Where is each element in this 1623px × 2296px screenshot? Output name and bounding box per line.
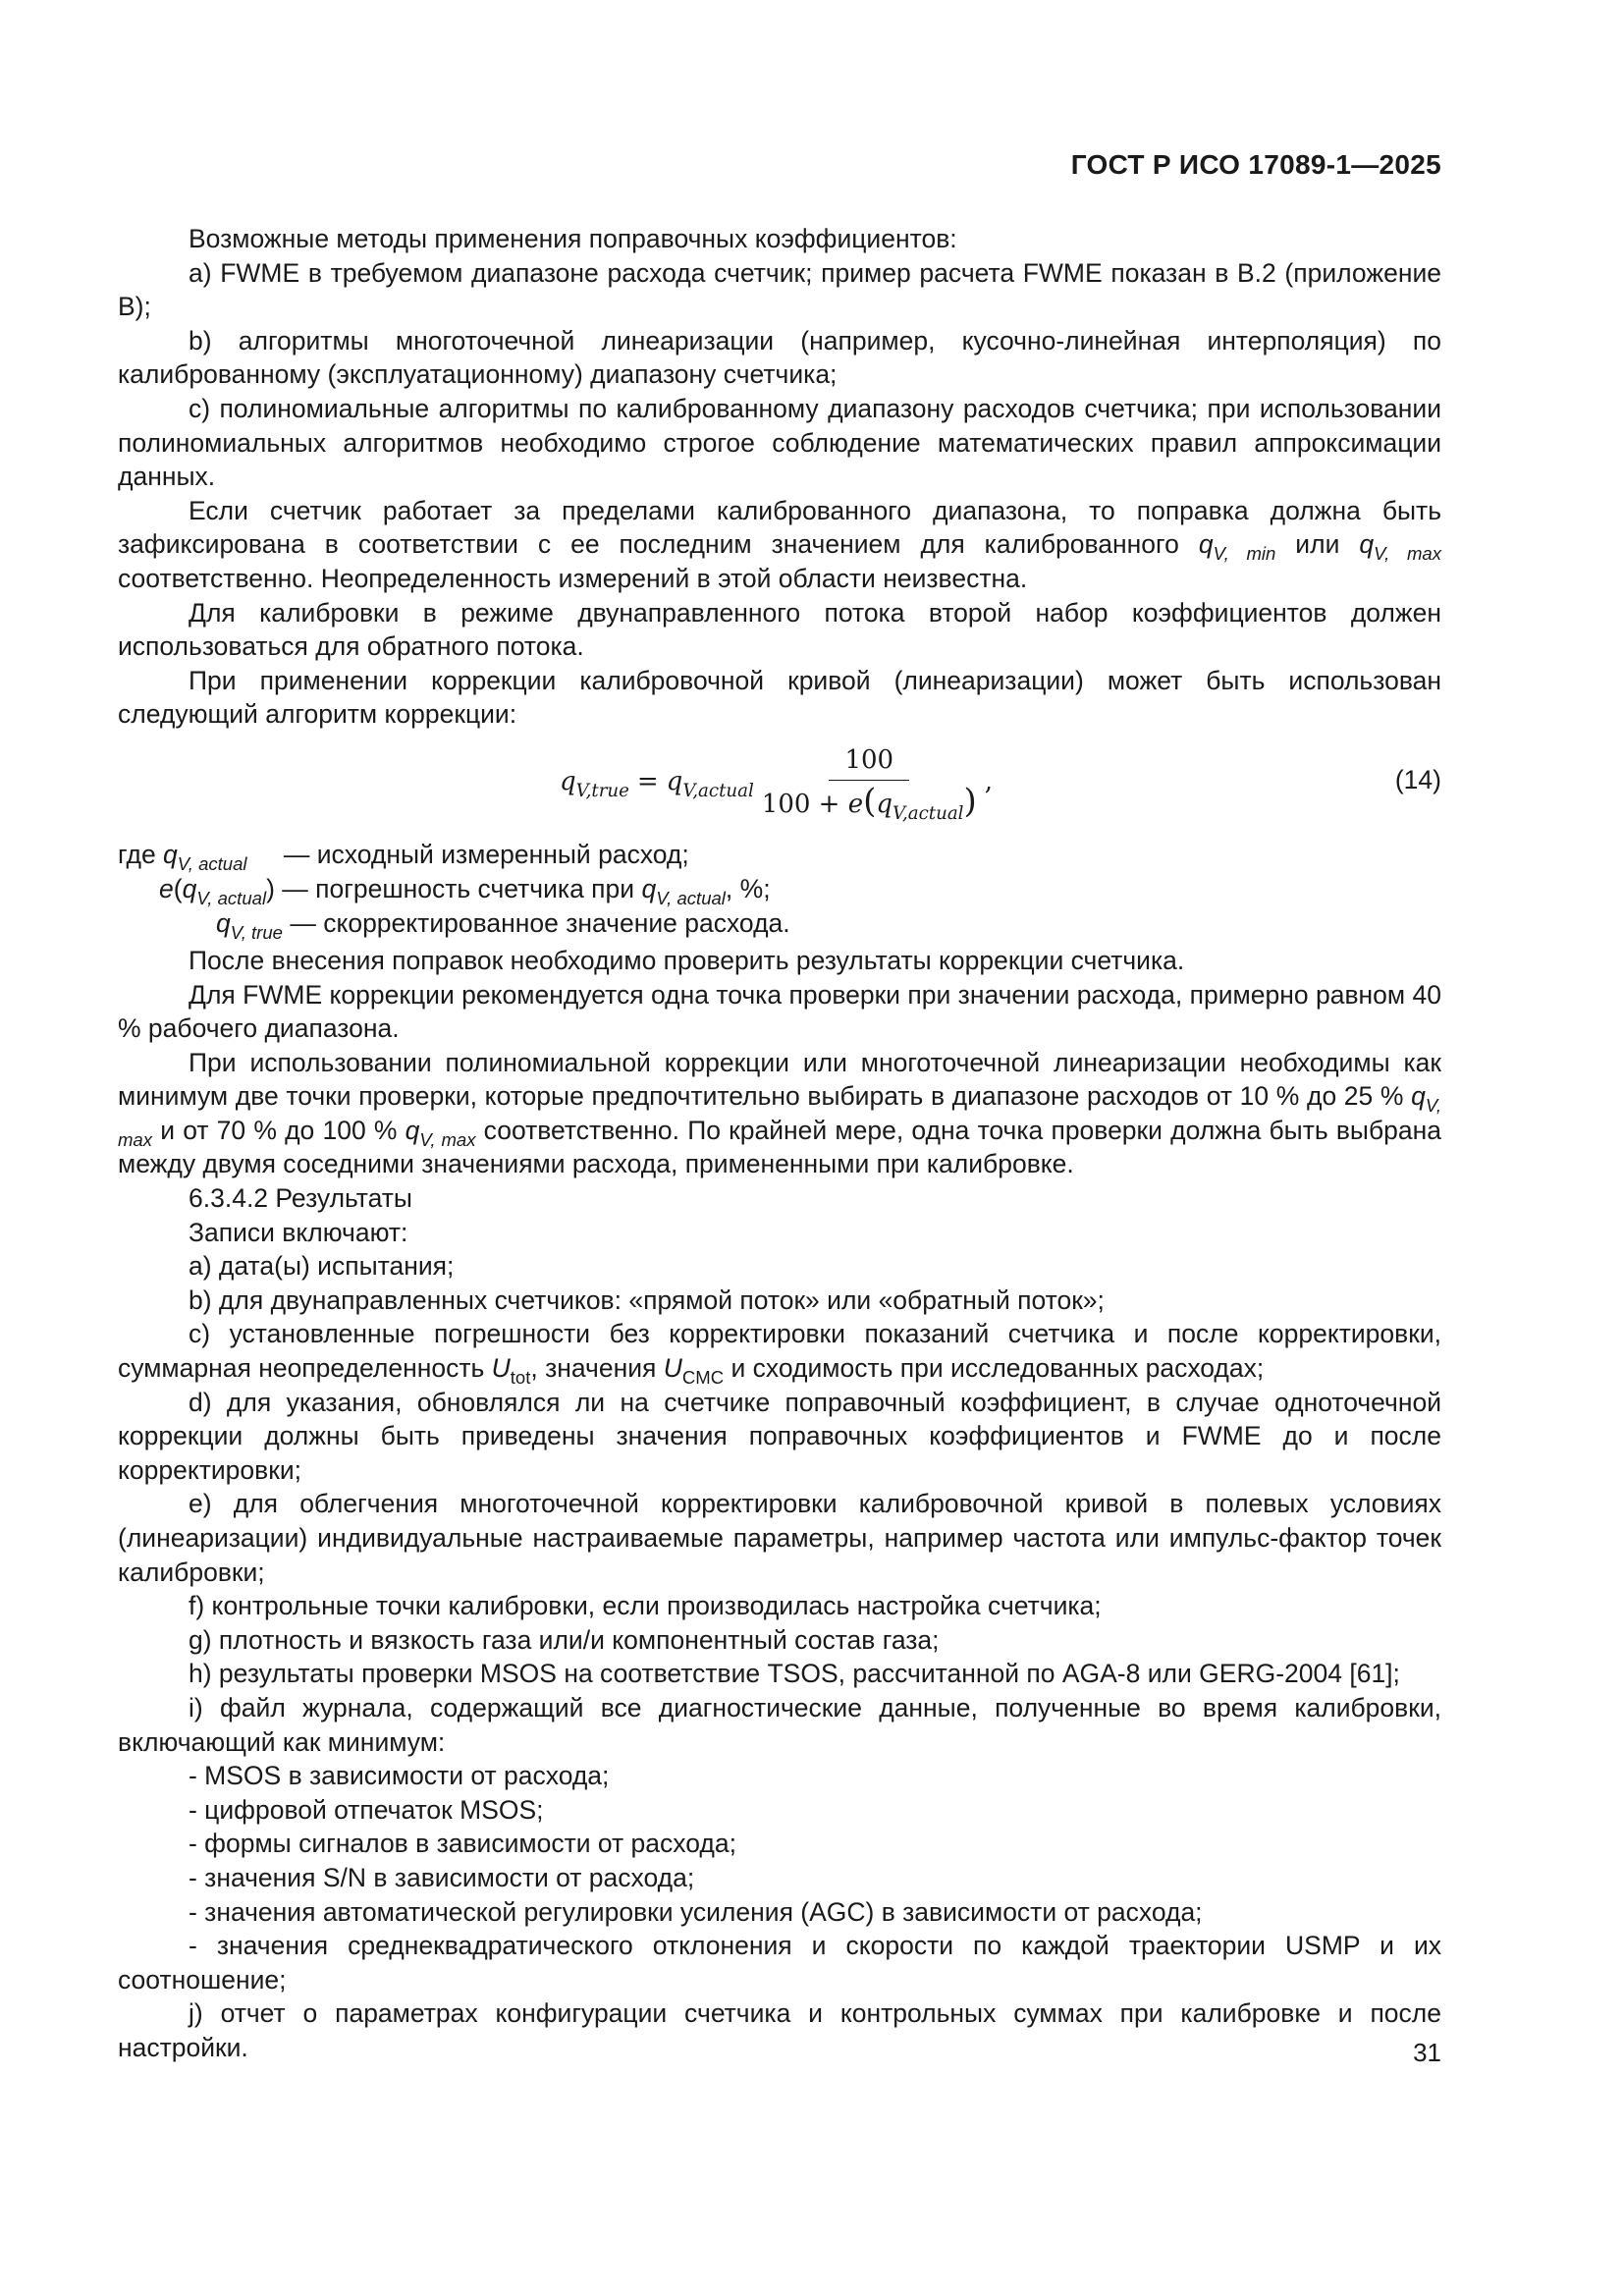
record-item: j) отчет о параметрах конфигурации счетчика и контрольных суммах при калибровке и после настройки. [118,1998,1441,2062]
log-item: - цифровой отпечаток MSOS; [189,1794,544,1825]
page-body [118,222,1441,2065]
outside-range-paragraph: Если счетчик работает за пределами калиброванного диапазона, то поправка должна быть зафиксирована в соответствии с ее последним значением для калиброванного $q_{V, min}$ или $q_{V, max}$ соответственно. Неопределенность измерений в этой области неизвестна. [118,495,1441,593]
page-number: 31 [1413,2038,1441,2067]
method-item: a) FWME в требуемом диапазоне расхода счетчик; пример расчета FWME показан в В.2 (приложение В); [118,257,1441,322]
log-item: - формы сигналов в зависимости от расхода; [189,1829,736,1859]
formula-expression: $q_{V,true}$ = $q_{V,actual}$ $\frac{100}{100 + e(q_{V,actual})}$ , [560,744,994,824]
formula-fraction: $\frac{100}{100 + e(q_{V,actual})}$ [761,744,977,824]
log-item: - значения S/N в зависимости от расхода; [189,1862,695,1892]
fwme-paragraph: Для FWME коррекции рекомендуется одна точка проверки при значении расхода, примерно равном 40 % рабочего диапазона. [118,979,1441,1044]
legend-line: где $q_{V, actual}$ — исходный измеренный расход; [118,839,689,874]
record-item: d) для указания, обновлялся ли на счетчике поправочный коэффициент, в случае одноточечной коррекции должны быть приведены значения поправочных коэффициентов и FWME до и после корректировки; [118,1387,1441,1485]
method-item: c) полиномиальные алгоритмы по калиброванному диапазону расходов счетчика; при использовании полиномиальных алгоритмов необходимо строгое соблюдение математических правил аппроксимации данных. [118,393,1441,492]
record-item: f) контрольные точки калибровки, если производилась настройка счетчика; [189,1591,1102,1621]
correction-paragraph: При применении коррекции калибровочной кривой (линеаризации) может быть использован следующий алгоритм коррекции: [118,665,1441,730]
record-item: h) результаты проверки MSOS на соответствие TSOS, рассчитанной по AGA-8 или GERG-2004 [61]; [189,1659,1400,1689]
record-item: g) плотность и вязкость газа или/и компонентный состав газа; [189,1624,940,1655]
method-item: b) алгоритмы многоточечной линеаризации (например, кусочно-линейная интерполяция) по калиброванному (эксплуатационному) диапазону счетчика; [118,325,1441,390]
formula-14 [118,738,1441,832]
bidirectional-paragraph: Для калибровки в режиме двунаправленного потока второй набор коэффициентов должен использоваться для обратного потока. [118,597,1441,662]
after-correction-paragraph: После внесения поправок необходимо проверить результаты коррекции счетчика. [189,945,1185,975]
record-item: c) установленные погрешности без корректировки показаний счетчика и после корректировки, суммарная неопределенность $U_{tot}$, значения $U_{CMC}$ и сходимость при исследованных расходах; [118,1319,1441,1389]
record-item: a) дата(ы) испытания; [189,1251,455,1282]
formula-legend [118,838,1441,942]
records-intro: Записи включают: [189,1217,408,1247]
log-item: - MSOS в зависимости от расхода; [189,1761,610,1791]
methods-intro: Возможные методы применения поправочных коэффициентов: [189,224,957,253]
log-item: - значения среднеквадратического отклонения и скорости по каждой траектории USMP и их соотношение; [118,1931,1441,1995]
legend-line: $e(q_{V, actual})$ — погрешность счетчика при $q_{V, actual}$, %; [159,873,771,908]
equation-number: (14) [1394,764,1441,794]
legend-line: $q_{V, true}$ — скорректированное значение расхода. [216,907,790,943]
record-item: b) для двунаправленных счетчиков: «прямой поток» или «обратный поток»; [189,1285,1105,1315]
record-item: e) для облегчения многоточечной корректировки калибровочной кривой в полевых условиях (линеаризации) индивидуальные настраиваемые параметры, например частота или импульс-фактор точек калибровки; [118,1489,1441,1587]
log-item: - значения автоматической регулировки усиления (AGC) в зависимости от расхода; [189,1896,1203,1927]
document-header: ГОСТ Р ИСО 17089-1—2025 [1070,149,1441,180]
record-item: i) файл журнала, содержащий все диагностические данные, полученные во время калибровки, включающий как минимум: [118,1692,1441,1757]
section-heading: 6.3.4.2 Результаты [189,1183,412,1214]
polynomial-paragraph: При использовании полиномиальной коррекции или многоточечной линеаризации необходимы как минимум две точки проверки, которые предпочтительно выбирать в диапазоне расходов от 10 % до 25 % $q_{V, max}$ и от 70 % до 100 % $q_{V, max}$ соответственно. По крайней мере, одна точка проверки должна быть выбрана между двумя соседними значениями расхода, примененными при калибровке. [118,1047,1442,1179]
